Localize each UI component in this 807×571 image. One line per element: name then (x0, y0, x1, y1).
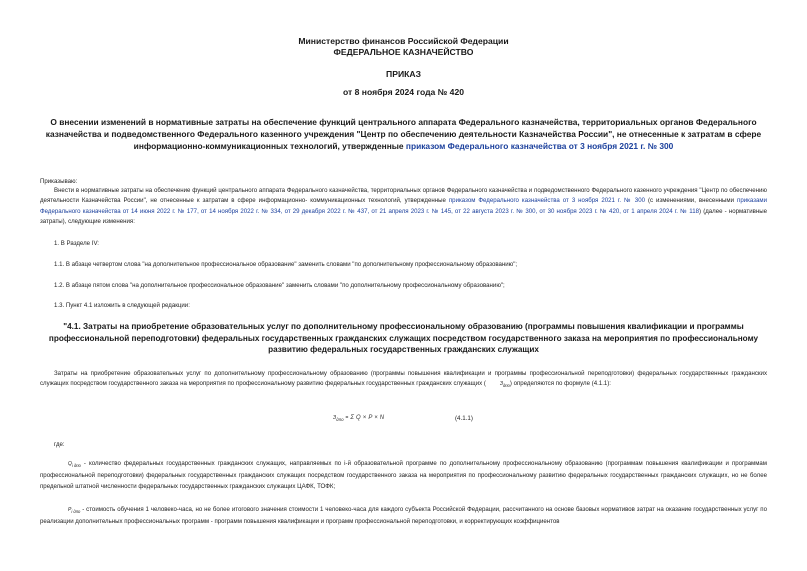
where-label: где: (54, 441, 65, 448)
paragraph-costs-text-a: Затраты на приобретение образовательных услуг по дополнительному профессиональному образованию (программы повышения квалификации и программы профессиональной переподготовки) федеральных государственных гражданских служащих посредством государственного заказа на мероприятия по профессиональному развитию федеральных государственных гражданских служащих ( (40, 370, 767, 388)
formula-symbol-icon: $З_{дпо}$ (499, 381, 510, 389)
definition-p-text: - стоимость обучения 1 человеко-часа, но не более итогового значения стоимости 1 человеко-часа для каждого субъекта Российской Федерации, рассчитанного на основе базовых нормативов затрат на оказание государственных услуг по реализации дополнительных профессиональных программ - программ повышения квалификации и программ профессиональной переподготовки, и корректирующих коэффициентов (40, 506, 767, 526)
intro-paragraph (40, 186, 767, 227)
formula-number: (4.1.1) (455, 415, 473, 422)
item-1-1: 1.1. В абзаце четвертом слова "на дополнительное профессиональное образование" заменить словами "по дополнительному профессиональному образованию"; (54, 261, 518, 268)
item-1: 1. В Разделе IV: (54, 240, 99, 247)
definition-q-text: - количество федеральных государственных гражданских служащих, направляемых по i-й образовательной программе по дополнительному профессиональному образованию (программам повышения квалификации и программам профессиональной переподготовки) федеральных государственных гражданских служащих посредством государственного заказа на мероприятия по профессиональному развитию федеральных государственных гражданских служащих, но не более предельной штатной численности федеральных государственных гражданских служащих ЦАФК, ТОФК; (40, 460, 767, 490)
intro-link-amendments[interactable]: приказами Федерального казначейства от 14 июня 2022 г. № 177, от 14 ноября 2022 г. № 334, от 29 декабря 2022 г. № 437, от 21 апреля 2023 г. № 145, от 22 августа 2023 г. № 300, от 30 ноября 2023 г. № 420, от 1 апреля 2024 г. № 118 (40, 197, 768, 215)
ministry-name: Министерство финансов Российской Федерации (298, 36, 509, 46)
intro-text-3: ) (далее - нормативные затраты), следующие изменения: (40, 207, 768, 225)
paragraph-costs (40, 369, 767, 392)
intro-text-2: (с изменениями, внесенными (647, 197, 735, 205)
section-4-1-heading: "4.1. Затраты на приобретение образовательных услуг по дополнительному профессиональному образованию (программы повышения квалификации и программы профессиональной переподготовки) федеральных государственных гражданских служащих посредством государственного заказа на мероприятия по профессиональному развитию федеральных государственных гражданских служащих (48, 322, 759, 354)
agency-name: ФЕДЕРАЛЬНОЕ КАЗНАЧЕЙСТВО (333, 47, 474, 57)
intro-text-1: Внести в нормативные затраты на обеспечение функций центрального аппарата Федерального казначейства, территориальных органов Федерального казначейства и подведомственного Федерального казенного учреждения "Центр по обеспечению деятельности Казначейства России", не отнесенные к затратам в сфере информационно- коммуникационных технологий, утвержденные (40, 187, 767, 205)
document-date: от 8 ноября 2024 года № 420 (342, 87, 465, 97)
document-title (30, 116, 777, 152)
formula-expression: Σ Q × P × N (350, 415, 385, 421)
symbol-q-icon: $Q_{i дпо}$ (68, 461, 81, 468)
document-type: ПРИКАЗ (386, 69, 421, 79)
formula-lhs-icon: $З_{дпо}$ = (333, 415, 349, 422)
item-1-3: 1.3. Пункт 4.1 изложить в следующей редакции: (54, 302, 190, 309)
title-text: О внесении изменений в нормативные затраты на обеспечение функций центрального аппарата Федерального казначейства, территориальных органов Федерального казначейства и подведомственного Федерального казенного учреждения "Центр по обеспечению деятельности Казначейства России", не отнесенные к затратам в сфере информационно-коммуникационных технологий, утвержденные (45, 117, 762, 151)
intro-link-order-300[interactable]: приказом Федерального казначейства от 3 ноября 2021 г. № 300 (448, 197, 645, 205)
title-link[interactable]: приказом Федерального казначейства от 3 ноября 2021 г. № 300 (405, 141, 674, 151)
item-1-2: 1.2. В абзаце пятом слова "на дополнительное профессиональное образование" заменить словами "по дополнительному профессиональному образованию"; (54, 282, 505, 289)
symbol-p-icon: $P_{i дпо}$ (68, 507, 81, 514)
paragraph-costs-text-b: ) определяются по формуле (4.1.1): (509, 380, 611, 388)
formula (333, 415, 384, 422)
definition-p (40, 505, 767, 528)
prikazyvayu-label: Приказываю: (40, 178, 78, 185)
definition-q (40, 459, 767, 492)
